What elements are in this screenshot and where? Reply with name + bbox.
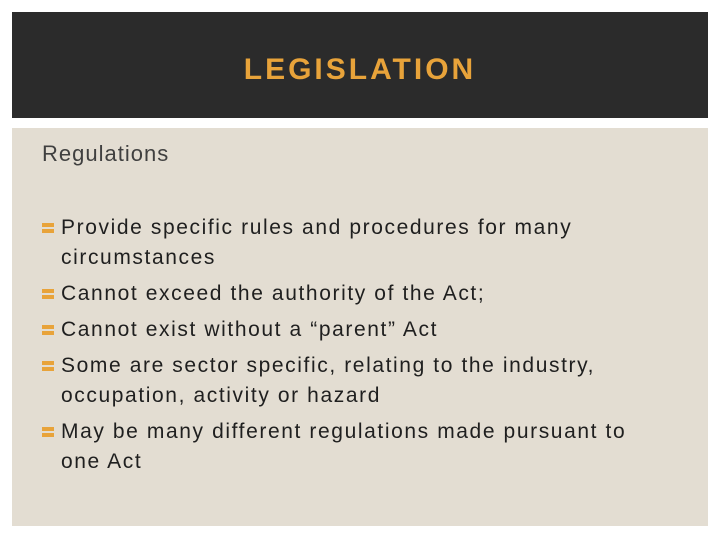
- square-bullet-icon: [42, 223, 54, 233]
- bullet-text: Provide specific rules and procedures for many circumstances: [61, 216, 573, 269]
- bullet-item: [42, 417, 662, 477]
- slide-subheading: Regulations: [42, 141, 170, 166]
- bullet-text: May be many different regulations made pursuant to one Act: [61, 420, 627, 473]
- square-bullet-icon: [42, 427, 54, 437]
- bullet-list: [42, 213, 662, 483]
- square-bullet-icon: [42, 361, 54, 371]
- slide-title: LEGISLATION: [243, 53, 477, 86]
- bullet-text: Cannot exceed the authority of the Act;: [61, 282, 486, 305]
- bullet-item: [42, 279, 662, 309]
- bullet-item: [42, 315, 662, 345]
- bullet-text: Cannot exist without a “parent” Act: [61, 318, 438, 341]
- bullet-text: Some are sector specific, relating to the industry, occupation, activity or hazard: [61, 354, 596, 407]
- bullet-item: [42, 351, 662, 411]
- square-bullet-icon: [42, 289, 54, 299]
- square-bullet-icon: [42, 325, 54, 335]
- bullet-item: [42, 213, 662, 273]
